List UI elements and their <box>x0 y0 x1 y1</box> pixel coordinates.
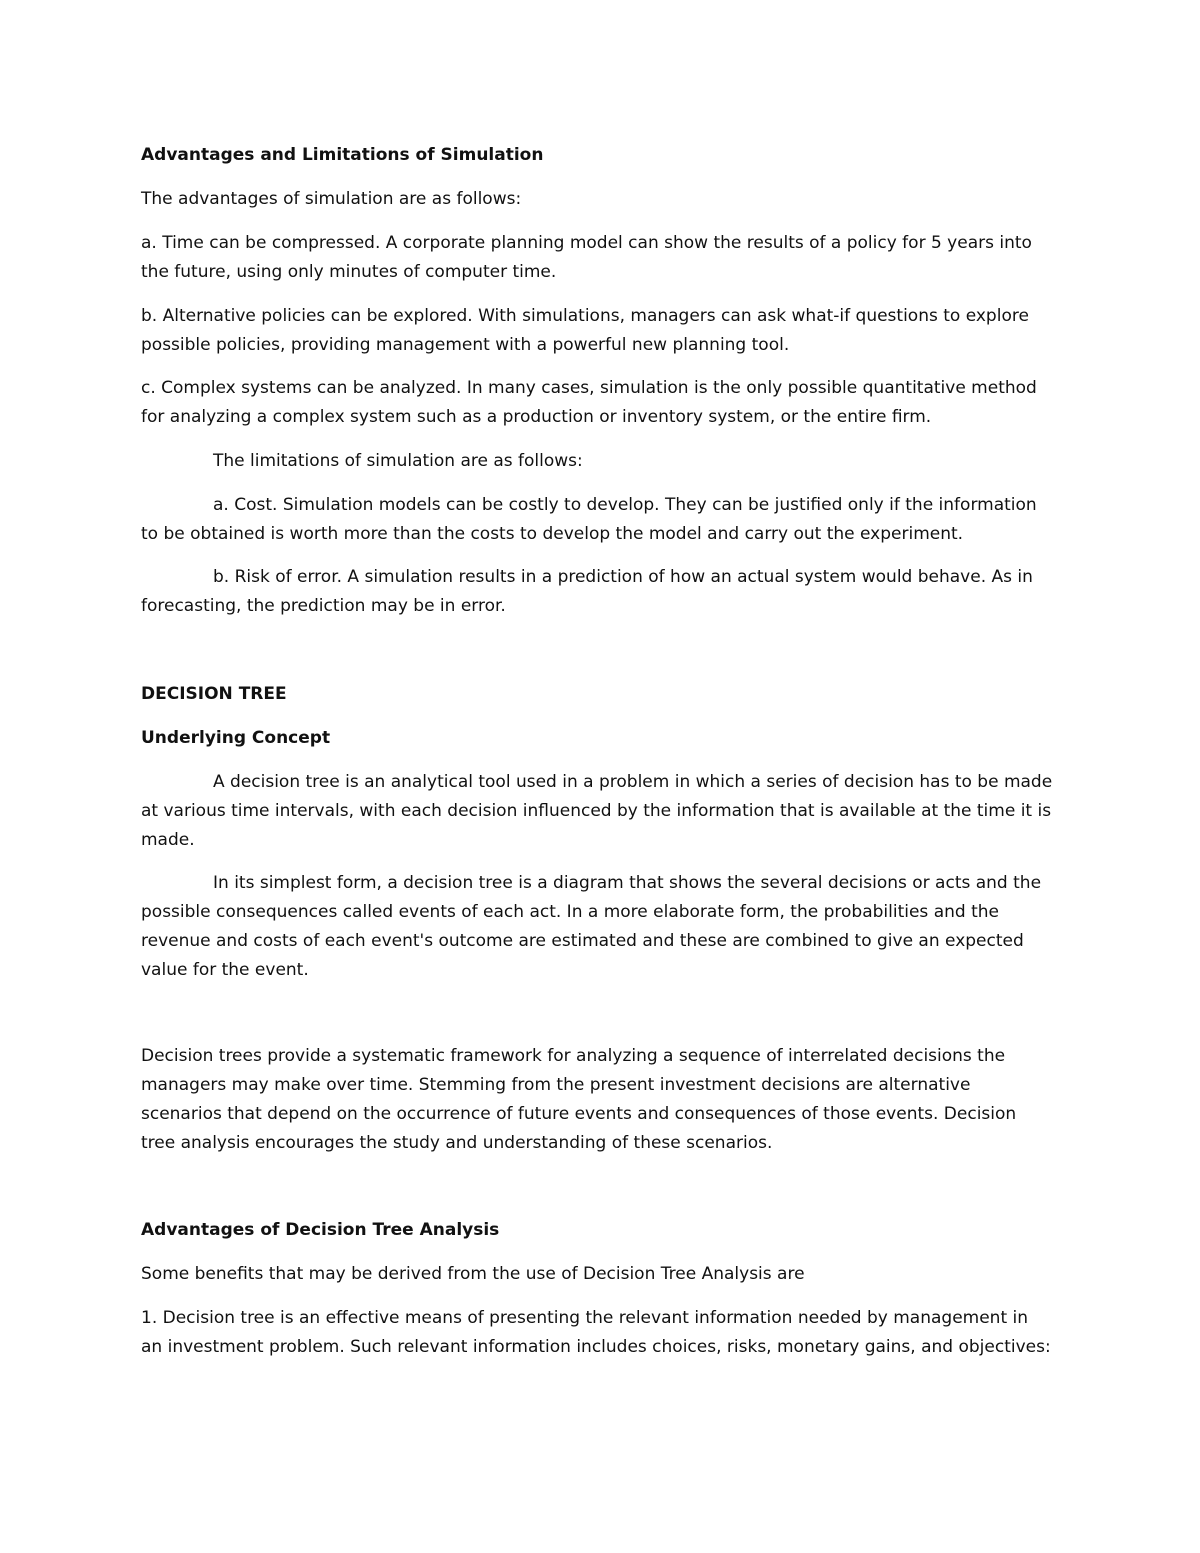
underlying-concept-heading: Underlying Concept <box>141 728 331 748</box>
decision-tree-heading: DECISION TREE <box>141 684 287 704</box>
advantage-item-a: a. Time can be compressed. A corporate planning model can show the results of a policy for 5 years into the future, using only minutes of computer time. <box>141 233 1032 282</box>
advantage-item-c: c. Complex systems can be analyzed. In many cases, simulation is the only possible quantitative method for analyzing a complex system such as a production or inventory system, or the entire firm. <box>141 378 1037 427</box>
concept-paragraph-3: Decision trees provide a systematic framework for analyzing a sequence of interrelated decisions the managers may make over time. Stemming from the present investment decisions are alternative scenarios that depend on the occurrence of future events and consequences of those events. Decision tree analysis encourages the study and understanding of these scenarios. <box>141 1046 1017 1153</box>
limitations-intro: The limitations of simulation are as follows: <box>213 451 583 471</box>
concept-paragraph-1: A decision tree is an analytical tool used in a problem in which a series of decision has to be made at various time intervals, with each decision influenced by the information that is available at the time it is made. <box>141 772 1053 850</box>
limitation-item-a: a. Cost. Simulation models can be costly to develop. They can be justified only if the information to be obtained is worth more than the costs to develop the model and carry out the experiment. <box>141 495 1037 544</box>
concept-paragraph-2: In its simplest form, a decision tree is a diagram that shows the several decisions or acts and the possible consequences called events of each act. In a more elaborate form, the probabilities and the revenue and costs of each event's outcome are estimated and these are combined to give an expected value for the event. <box>141 873 1042 980</box>
advantages-dta-heading: Advantages of Decision Tree Analysis <box>141 1220 500 1240</box>
advantages-dta-intro: Some benefits that may be derived from the use of Decision Tree Analysis are <box>141 1264 805 1284</box>
advantages-dta-item-1: 1. Decision tree is an effective means of presenting the relevant information needed by management in an investment problem. Such relevant information includes choices, risks, monetary gains, and objectives: <box>141 1308 1051 1357</box>
simulation-heading: Advantages and Limitations of Simulation <box>141 145 544 165</box>
limitation-item-b: b. Risk of error. A simulation results in a prediction of how an actual system would behave. As in forecasting, the prediction may be in error. <box>141 567 1033 616</box>
advantages-intro: The advantages of simulation are as follows: <box>141 189 522 209</box>
advantage-item-b: b. Alternative policies can be explored. With simulations, managers can ask what-if questions to explore possible policies, providing management with a powerful new planning tool. <box>141 306 1029 355</box>
